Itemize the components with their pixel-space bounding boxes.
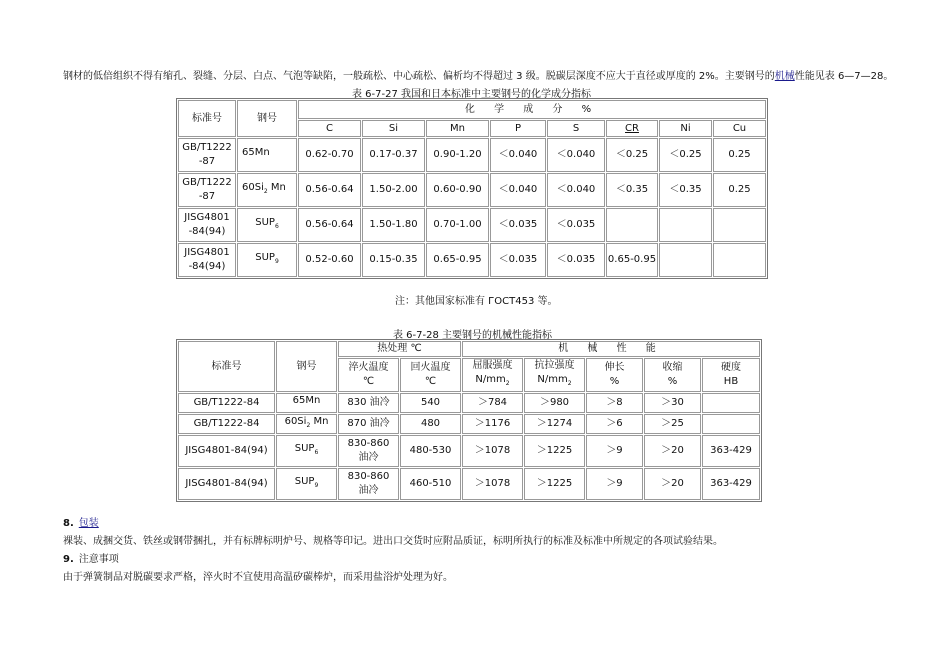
cell-si: 1.50-1.80 [362, 208, 425, 242]
header-standard: 标准号 [178, 100, 236, 137]
cell-ni: ＜0.35 [659, 173, 712, 207]
cell-yield: ＞1078 [462, 435, 523, 467]
intro-text-after: 性能见表 6—7—28。 [794, 71, 894, 82]
cell-ni [659, 208, 712, 242]
cell-tensile: ＞1225 [524, 435, 585, 467]
table1-caption: 表 6-7-27 我国和日本标准中主要钢号的化学成分指标 [352, 89, 592, 100]
table1-note: 注：其他国家标准有 ГОСТ453 等。 [395, 296, 558, 307]
cell-cr [606, 208, 658, 242]
cell-cu [713, 243, 766, 277]
packaging-link[interactable]: 包装 [78, 518, 99, 529]
col-mn: Mn [426, 120, 489, 137]
cell-tensile: ＞980 [524, 393, 585, 413]
cell-standard: GB/T1222 -87 [178, 173, 236, 207]
section-9-title: 注意事项 [78, 554, 119, 565]
section-9-body: 由于弹簧制品对脱碳要求严格，淬火时不宜使用高温矽碳棒炉，而采用盐浴炉处理为好。 [63, 572, 453, 583]
col-yield: 屈服强度 $N/mm_2$ [462, 358, 523, 392]
col-p: P [490, 120, 546, 137]
cell-ni [659, 243, 712, 277]
section-8-number: 8. [63, 518, 74, 529]
cell-standard: GB/T1222 -87 [178, 138, 236, 172]
cell-shrinkage: ＞20 [644, 468, 701, 500]
cell-quench: 870 油冷 [338, 414, 399, 434]
table-row [178, 414, 760, 434]
section-9-number: 9. [63, 554, 74, 565]
col-si: Si [362, 120, 425, 137]
cell-standard: JISG4801 -84(94) [178, 208, 236, 242]
cell-si: 0.15-0.35 [362, 243, 425, 277]
table-row [178, 173, 766, 207]
cell-hardness [702, 393, 760, 413]
table-row [178, 208, 766, 242]
machinery-link[interactable]: 机械 [774, 71, 795, 82]
table-row [178, 138, 766, 172]
cell-mn: 0.65-0.95 [426, 243, 489, 277]
table-row [178, 243, 766, 277]
table2-caption: 表 6-7-28 主要钢号的机械性能指标 [393, 330, 553, 341]
cell-cr: 0.65-0.95 [606, 243, 658, 277]
cell-ni: ＜0.25 [659, 138, 712, 172]
cell-hardness [702, 414, 760, 434]
cell-c: 0.56-0.64 [298, 173, 361, 207]
header-composition: 化 学 成 分 % [298, 100, 766, 119]
cell-cr: ＜0.25 [606, 138, 658, 172]
section-8-body: 裸装、成捆交货、铁丝或钢带捆扎，并有标牌标明炉号、规格等印记。进出口交货时应附品质证，标明所执行的标准及标准中所规定的各项试验结果。 [63, 536, 723, 547]
col-hardness: 硬度 HB [702, 358, 760, 392]
cell-c: 0.56-0.64 [298, 208, 361, 242]
cell-grade: $SUP_6$ [237, 208, 297, 242]
cell-mn: 0.90-1.20 [426, 138, 489, 172]
cell-yield: ＞1176 [462, 414, 523, 434]
cell-p: ＜0.035 [490, 243, 546, 277]
header-standard: 标准号 [178, 341, 275, 392]
cell-cu [713, 208, 766, 242]
header-heat-treatment: 热处理 ℃ [338, 341, 461, 357]
table-row [178, 393, 760, 413]
cell-grade: $60Si_2$ Mn [276, 414, 337, 434]
cell-standard: GB/T1222-84 [178, 393, 275, 413]
cell-c: 0.52-0.60 [298, 243, 361, 277]
cell-elongation: ＞6 [586, 414, 643, 434]
cell-standard: JISG4801-84(94) [178, 435, 275, 467]
cell-s: ＜0.040 [547, 138, 605, 172]
header-grade: 钢号 [276, 341, 337, 392]
cell-p: ＜0.035 [490, 208, 546, 242]
cell-si: 1.50-2.00 [362, 173, 425, 207]
cell-s: ＜0.035 [547, 208, 605, 242]
intro-paragraph [63, 67, 893, 82]
cell-grade: 65Mn [276, 393, 337, 413]
cell-shrinkage: ＞20 [644, 435, 701, 467]
cell-grade: $SUP_9$ [237, 243, 297, 277]
table-row [178, 468, 760, 500]
cell-grade: 65Mn [237, 138, 297, 172]
cell-elongation: ＞9 [586, 435, 643, 467]
cell-grade: $SUP_9$ [276, 468, 337, 500]
cell-p: ＜0.040 [490, 138, 546, 172]
cell-s: ＜0.035 [547, 243, 605, 277]
cell-c: 0.62-0.70 [298, 138, 361, 172]
cell-standard: GB/T1222-84 [178, 414, 275, 434]
mechanical-properties-table [176, 339, 762, 502]
cell-cr: ＜0.35 [606, 173, 658, 207]
cell-shrinkage: ＞30 [644, 393, 701, 413]
cell-temper: 480 [400, 414, 461, 434]
cell-hardness: 363-429 [702, 435, 760, 467]
cell-elongation: ＞9 [586, 468, 643, 500]
cell-quench: 830-860 油冷 [338, 468, 399, 500]
col-cr[interactable]: CR [606, 120, 658, 137]
chemical-composition-table [176, 98, 768, 279]
table-row [178, 435, 760, 467]
cell-cu: 0.25 [713, 173, 766, 207]
cell-shrinkage: ＞25 [644, 414, 701, 434]
col-cu: Cu [713, 120, 766, 137]
header-mechanical: 机 械 性 能 [462, 341, 760, 357]
col-shrinkage: 收缩 % [644, 358, 701, 392]
section-9-heading [63, 550, 119, 565]
cell-tensile: ＞1225 [524, 468, 585, 500]
cell-s: ＜0.040 [547, 173, 605, 207]
col-c: C [298, 120, 361, 137]
cell-standard: JISG4801 -84(94) [178, 243, 236, 277]
cell-p: ＜0.040 [490, 173, 546, 207]
cell-standard: JISG4801-84(94) [178, 468, 275, 500]
col-quench-temp: 淬火温度 ℃ [338, 358, 399, 392]
cell-hardness: 363-429 [702, 468, 760, 500]
col-s: S [547, 120, 605, 137]
col-elongation: 伸长 % [586, 358, 643, 392]
cell-yield: ＞1078 [462, 468, 523, 500]
col-temper-temp: 回火温度 ℃ [400, 358, 461, 392]
intro-text: 钢材的低倍组织不得有缩孔、裂缝、分层、白点、气泡等缺陷，一般疏松、中心疏松、偏析均不得超过 3 级。脱碳层深度不应大于直径或厚度的 2%。主要钢号的 [63, 71, 775, 82]
cell-quench: 830-860 油冷 [338, 435, 399, 467]
col-tensile: 抗拉强度 $N/mm_2$ [524, 358, 585, 392]
cell-quench: 830 油冷 [338, 393, 399, 413]
cell-temper: 480-530 [400, 435, 461, 467]
cell-elongation: ＞8 [586, 393, 643, 413]
section-8-heading [63, 514, 99, 529]
cell-grade: $SUP_6$ [276, 435, 337, 467]
cell-temper: 540 [400, 393, 461, 413]
cell-mn: 0.60-0.90 [426, 173, 489, 207]
cell-cu: 0.25 [713, 138, 766, 172]
cell-si: 0.17-0.37 [362, 138, 425, 172]
cell-grade: $60Si_2$ Mn [237, 173, 297, 207]
cell-tensile: ＞1274 [524, 414, 585, 434]
cell-mn: 0.70-1.00 [426, 208, 489, 242]
cell-yield: ＞784 [462, 393, 523, 413]
col-ni: Ni [659, 120, 712, 137]
cell-temper: 460-510 [400, 468, 461, 500]
header-grade: 钢号 [237, 100, 297, 137]
